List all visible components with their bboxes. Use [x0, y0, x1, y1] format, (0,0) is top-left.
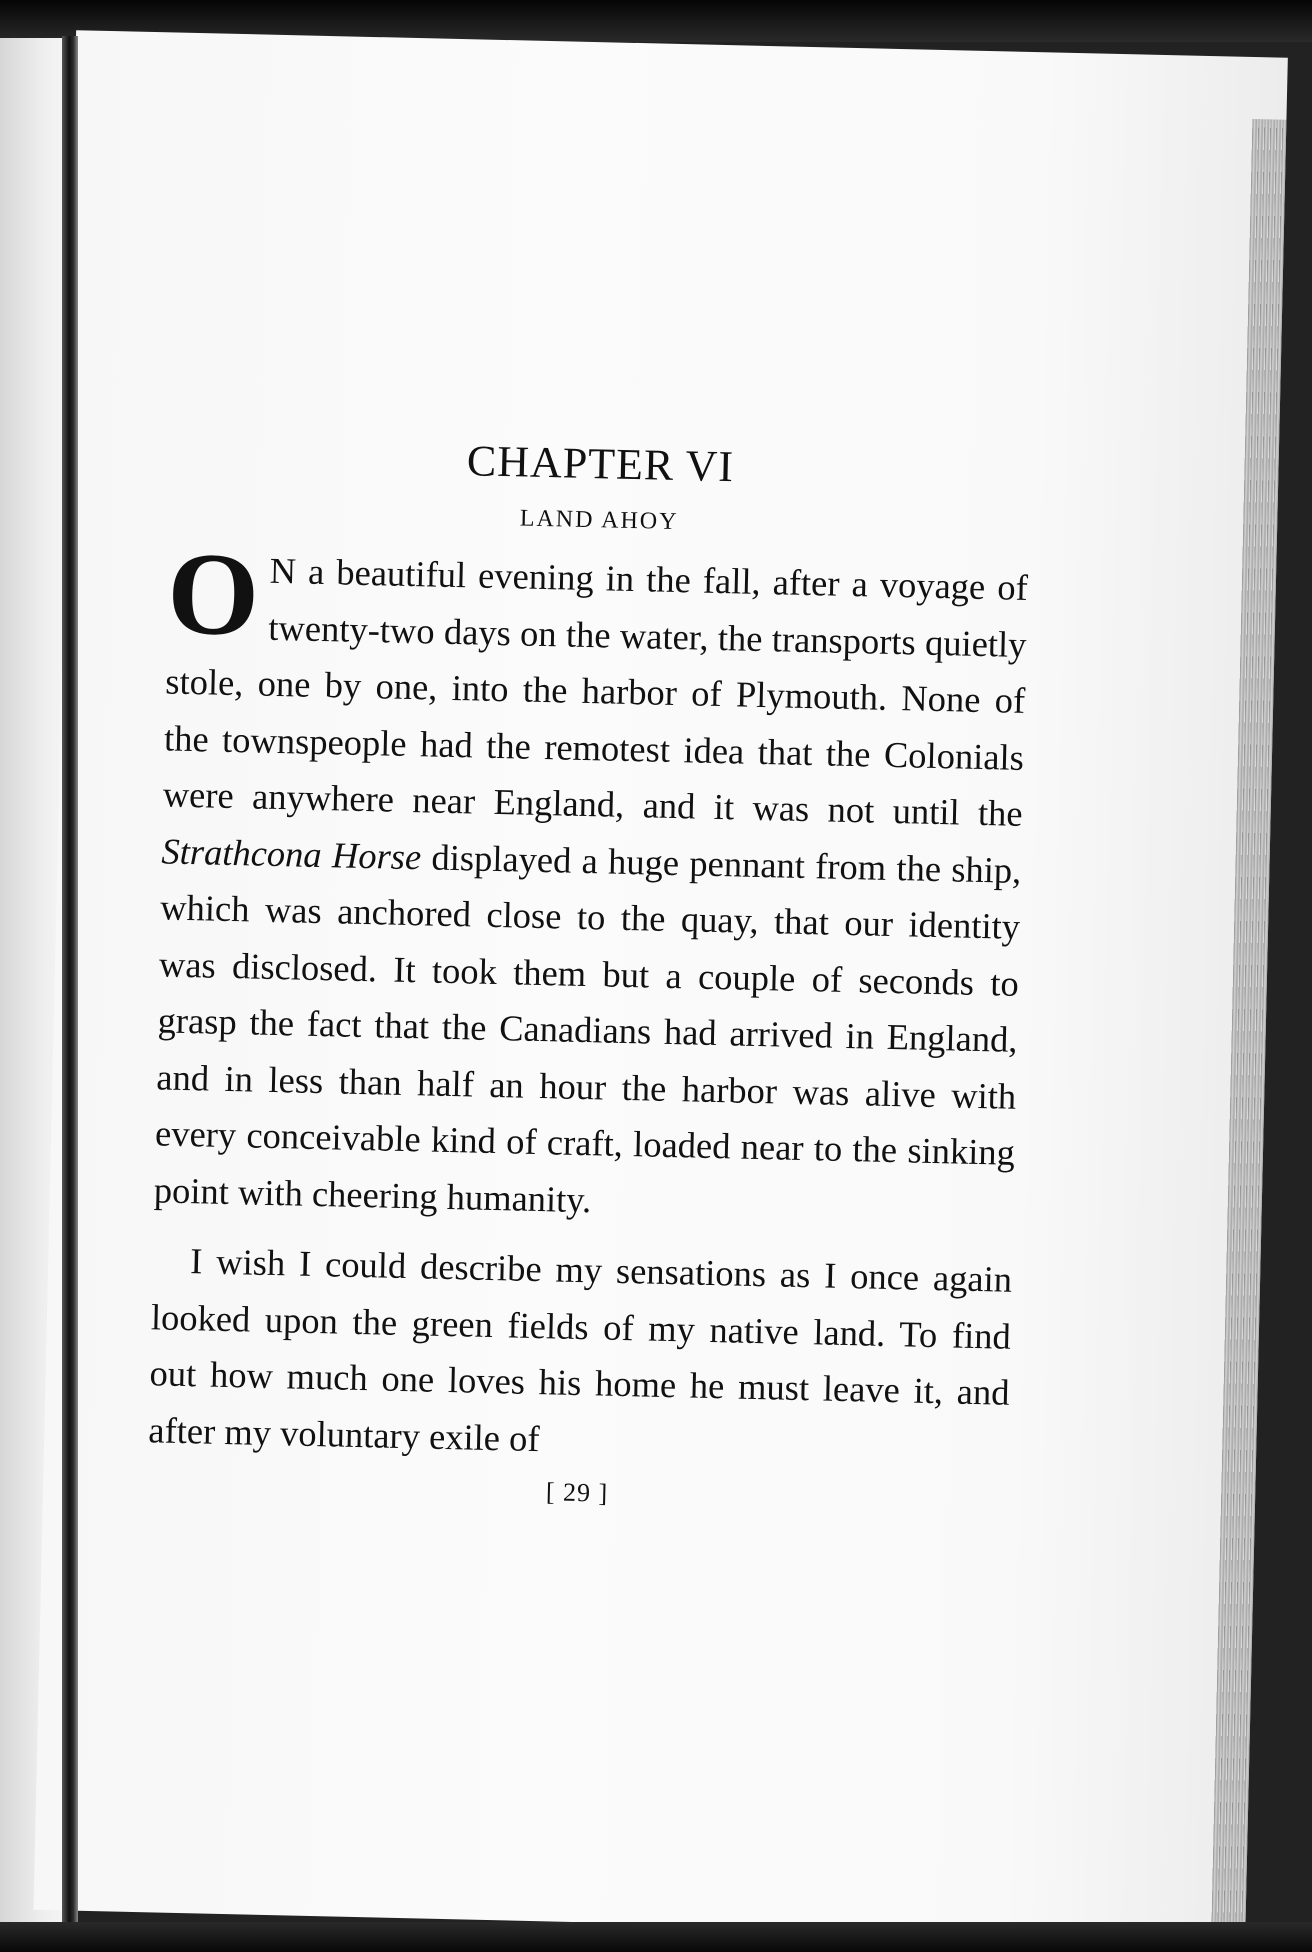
paragraph-1-text-end: displayed a huge pennant from the ship, which was anchored close to the quay, that our identity was disclosed. It took them but a couple of seconds to grasp the fact that the Canadians had arrived in England, and in less than half an hour the harbor was alive with every conceivable kind of craft, loaded near to the sinking point with cheering humanity. [153, 835, 1022, 1220]
book-page [34, 30, 1288, 1937]
paragraph-1 [153, 527, 1029, 1237]
chapter-subtitle: LAND AHOY [519, 505, 679, 536]
bottom-shadow [0, 1922, 1312, 1952]
chapter-title: CHAPTER VI [466, 436, 735, 492]
page-number: [ 29 ] [545, 1477, 609, 1508]
book-gutter [62, 36, 78, 1932]
drop-cap: O [165, 527, 261, 661]
paragraph-2: I wish I could describe my sensations as I once again looked upon the green fields of my native land. To find out how much one loves his home he must leave it, and after my voluntary exile of [147, 1240, 1013, 1459]
ship-name-italic: Strathcona Horse [161, 829, 422, 877]
page-text-block [147, 429, 1031, 1518]
paragraph-1-text-start: N a beautiful evening in the fall, after a voyage of twenty-two days on the water, the transports quietly stole, one by one, into the harbor of Plymouth. None of the townspeople had the remotest idea that the Colonials were anywhere near England, and it was not until the [162, 549, 1029, 834]
page-fore-edge [1210, 119, 1287, 1952]
